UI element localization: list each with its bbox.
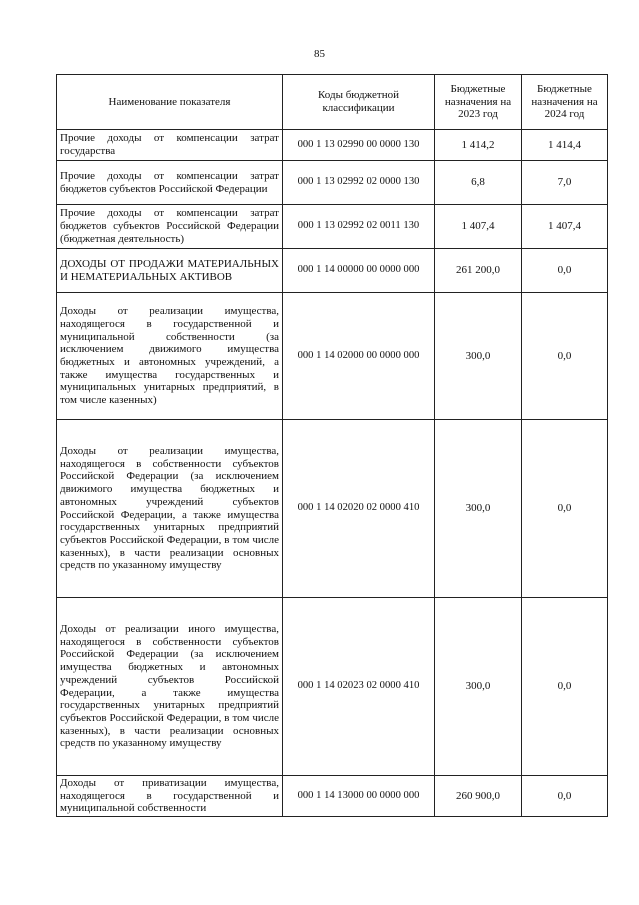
- amount-2023-cell: 300,0: [435, 420, 522, 598]
- table-row: [57, 598, 608, 776]
- budget-code-cell: 000 1 14 00000 00 0000 000: [283, 249, 435, 293]
- amount-2024-cell: 0,0: [522, 249, 608, 293]
- table-row: [57, 130, 608, 161]
- amount-2024-cell: 0,0: [522, 420, 608, 598]
- budget-code-cell: 000 1 13 02992 02 0011 130: [283, 205, 435, 249]
- indicator-name-cell: Прочие доходы от компенсации затрат государства: [57, 130, 283, 161]
- amount-2023-cell: 260 900,0: [435, 776, 522, 817]
- table-row: [57, 420, 608, 598]
- table-header-row: [57, 75, 608, 130]
- amount-2023-cell: 300,0: [435, 293, 522, 420]
- indicator-name-cell: Доходы от реализации имущества, находящегося в государственной и муниципальной собственности (за исключением движимого имущества бюджетных и автономных учреждений, а также имущества государственных и муниципальных унитарных предприятий, в том числе казенных): [57, 293, 283, 420]
- amount-2023-cell: 300,0: [435, 598, 522, 776]
- table-row: [57, 776, 608, 817]
- amount-2023-cell: 6,8: [435, 161, 522, 205]
- budget-code-cell: 000 1 14 02000 00 0000 000: [283, 293, 435, 420]
- table-row: [57, 249, 608, 293]
- budget-code-cell: 000 1 14 13000 00 0000 000: [283, 776, 435, 817]
- header-budget-2024: Бюджетные назначения на 2024 год: [522, 75, 608, 130]
- header-indicator-name: Наименование показателя: [57, 75, 283, 130]
- budget-code-cell: 000 1 14 02020 02 0000 410: [283, 420, 435, 598]
- table-row: [57, 205, 608, 249]
- amount-2023-cell: 1 414,2: [435, 130, 522, 161]
- amount-2024-cell: 0,0: [522, 598, 608, 776]
- indicator-name-cell: Прочие доходы от компенсации затрат бюджетов субъектов Российской Федерации (бюджетная деятельность): [57, 205, 283, 249]
- indicator-name-cell: Доходы от реализации имущества, находящегося в собственности субъектов Российской Федерации (за исключением движимого имущества бюджетных и автономных учреждений субъектов Российской Федерации, а также имущества государственных унитарных предприятий субъектов Российской Федерации, в том числе казенных), в части реализации основных средств по указанному имуществу: [57, 420, 283, 598]
- table-row: [57, 161, 608, 205]
- amount-2024-cell: 0,0: [522, 776, 608, 817]
- amount-2023-cell: 1 407,4: [435, 205, 522, 249]
- table-row: [57, 293, 608, 420]
- page-number: 85: [314, 48, 325, 60]
- amount-2024-cell: 7,0: [522, 161, 608, 205]
- amount-2024-cell: 1 414,4: [522, 130, 608, 161]
- budget-code-cell: 000 1 14 02023 02 0000 410: [283, 598, 435, 776]
- header-budget-2023: Бюджетные назначения на 2023 год: [435, 75, 522, 130]
- header-budget-code: Коды бюджетной классификации: [283, 75, 435, 130]
- budget-code-cell: 000 1 13 02990 00 0000 130: [283, 130, 435, 161]
- indicator-name-cell: ДОХОДЫ ОТ ПРОДАЖИ МАТЕРИАЛЬНЫХ И НЕМАТЕРИАЛЬНЫХ АКТИВОВ: [57, 249, 283, 293]
- indicator-name-cell: Доходы от реализации иного имущества, находящегося в собственности субъектов Российской Федерации (за исключением имущества бюджетных и автономных учреждений субъектов Российской Федерации, а также имущества государственных унитарных предприятий субъектов Российской Федерации, в том числе казенных), в части реализации основных средств по указанному имуществу: [57, 598, 283, 776]
- amount-2023-cell: 261 200,0: [435, 249, 522, 293]
- indicator-name-cell: Прочие доходы от компенсации затрат бюджетов субъектов Российской Федерации: [57, 161, 283, 205]
- budget-revenue-table: [56, 74, 608, 817]
- amount-2024-cell: 1 407,4: [522, 205, 608, 249]
- budget-code-cell: 000 1 13 02992 02 0000 130: [283, 161, 435, 205]
- indicator-name-cell: Доходы от приватизации имущества, находящегося в государственной и муниципальной собственности: [57, 776, 283, 817]
- amount-2024-cell: 0,0: [522, 293, 608, 420]
